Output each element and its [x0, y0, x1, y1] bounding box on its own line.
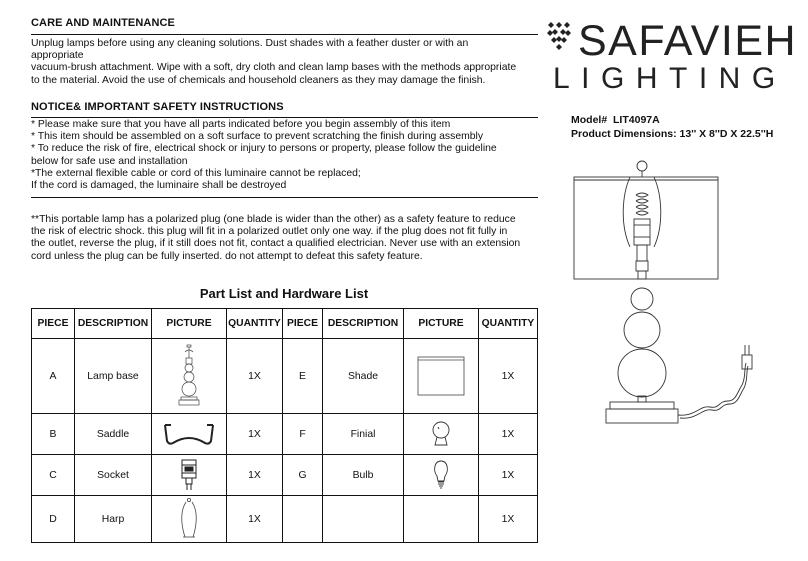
plug-line: cord unless the plug can be fully inserted. do not attempt to defeat this safety feature.: [31, 250, 423, 262]
care-text: [31, 38, 516, 87]
description-cell: Shade: [323, 339, 404, 414]
finial-icon: [429, 419, 453, 449]
care-line: appropriate: [31, 50, 84, 62]
dimensions-line: [571, 127, 773, 142]
description-cell: Saddle: [75, 414, 152, 455]
description-cell: Socket: [75, 455, 152, 496]
picture-cell: [404, 339, 479, 414]
plug-notice: [31, 214, 520, 263]
header-description: DESCRIPTION: [75, 309, 152, 339]
safety-heading: NOTICE& IMPORTANT SAFETY INSTRUCTIONS: [31, 101, 284, 113]
picture-cell: [404, 414, 479, 455]
piece-cell: A: [32, 339, 75, 414]
piece-cell: G: [283, 455, 323, 496]
care-rule: [31, 34, 538, 35]
picture-cell: [404, 455, 479, 496]
header-picture: PICTURE: [404, 309, 479, 339]
table-row: [32, 496, 538, 543]
description-cell: Harp: [75, 496, 152, 543]
header-picture: PICTURE: [152, 309, 227, 339]
piece-cell: D: [32, 496, 75, 543]
header-description: DESCRIPTION: [323, 309, 404, 339]
header-quantity: QUANTITY: [227, 309, 283, 339]
description-cell: Finial: [323, 414, 404, 455]
care-line: to the material. Avoid the use of chemicals and household cleaners as they may damage the finish.: [31, 74, 486, 86]
safety-line: *The external flexible cable or cord of this luminaire cannot be replaced;: [31, 167, 361, 179]
safety-bottom-rule: [31, 197, 538, 198]
header-piece: PIECE: [32, 309, 75, 339]
safety-line: * Please make sure that you have all parts indicated before you begin assembly of this item: [31, 119, 451, 130]
care-line: Unplug lamps before using any cleaning solutions. Dust shades with a feather duster or with an: [31, 38, 469, 49]
safety-rule: [31, 117, 538, 118]
header-quantity: QUANTITY: [479, 309, 538, 339]
picture-cell: [404, 496, 479, 543]
description-cell: Bulb: [323, 455, 404, 496]
model-number: LIT4097A: [613, 114, 660, 126]
plug-line: **This portable lamp has a polarized plug (one blade is wider than the other) as a safety feature to reduce: [31, 214, 516, 225]
table-row: [32, 339, 538, 414]
header-piece: PIECE: [283, 309, 323, 339]
table-header-row: [32, 309, 538, 339]
lamp-shade-outline: [574, 177, 718, 279]
model-line: [571, 113, 660, 128]
dimensions-label: Product Dimensions:: [571, 128, 677, 140]
care-heading: CARE AND MAINTENANCE: [31, 17, 175, 29]
safety-line: * This item should be assembled on a soft surface to prevent scratching the finish during assembly: [31, 131, 484, 143]
piece-cell: [283, 496, 323, 543]
piece-cell: F: [283, 414, 323, 455]
safety-text: [31, 119, 497, 192]
shade-icon: [416, 354, 466, 398]
quantity-cell: 1X: [479, 455, 538, 496]
quantity-cell: 1X: [479, 496, 538, 543]
quantity-cell: 1X: [227, 496, 283, 543]
harp-icon: [177, 497, 201, 541]
bulb-icon: [431, 459, 451, 491]
model-label: Model#: [571, 114, 608, 126]
parts-table: [31, 308, 538, 543]
piece-cell: C: [32, 455, 75, 496]
safety-line: below for safe use and installation: [31, 155, 188, 167]
brand-name: SAFAVIEH: [578, 17, 798, 65]
picture-cell: [152, 455, 227, 496]
safavieh-logo-icon: [545, 22, 575, 58]
lamp-base-icon: [174, 344, 204, 408]
picture-cell: [152, 339, 227, 414]
brand-sub: LIGHTING: [553, 62, 787, 95]
quantity-cell: 1X: [227, 414, 283, 455]
plug-line: the outlet, reverse the plug, if it still does not fit, contact a qualified electrician. Never use with an extension: [31, 238, 521, 250]
quantity-cell: 1X: [227, 455, 283, 496]
picture-cell: [152, 414, 227, 455]
quantity-cell: 1X: [479, 339, 538, 414]
table-row: [32, 414, 538, 455]
parts-table-title: Part List and Hardware List: [199, 286, 369, 301]
picture-cell: [152, 496, 227, 543]
care-line: vacuum-brush attachment. Wipe with a soft, dry cloth and clean lamp bases with the methods appropriate: [31, 62, 517, 74]
quantity-cell: 1X: [227, 339, 283, 414]
assembled-lamp-illustration: [570, 155, 780, 435]
plug-line: the risk of electric shock. this plug will fit in a polarized outlet only one way. if the plug does not fit fully in: [31, 226, 508, 238]
saddle-icon: [161, 419, 217, 449]
piece-cell: E: [283, 339, 323, 414]
table-row: [32, 455, 538, 496]
description-cell: [323, 496, 404, 543]
dimensions-value: 13'' X 8''D X 22.5''H: [679, 128, 774, 140]
description-cell: Lamp base: [75, 339, 152, 414]
quantity-cell: 1X: [479, 414, 538, 455]
safety-line: * To reduce the risk of fire, electrical shock or injury to persons or property, please follow the guideline: [31, 143, 497, 155]
safety-line: If the cord is damaged, the luminaire shall be destroyed: [31, 180, 287, 192]
piece-cell: B: [32, 414, 75, 455]
socket-icon: [177, 458, 201, 492]
